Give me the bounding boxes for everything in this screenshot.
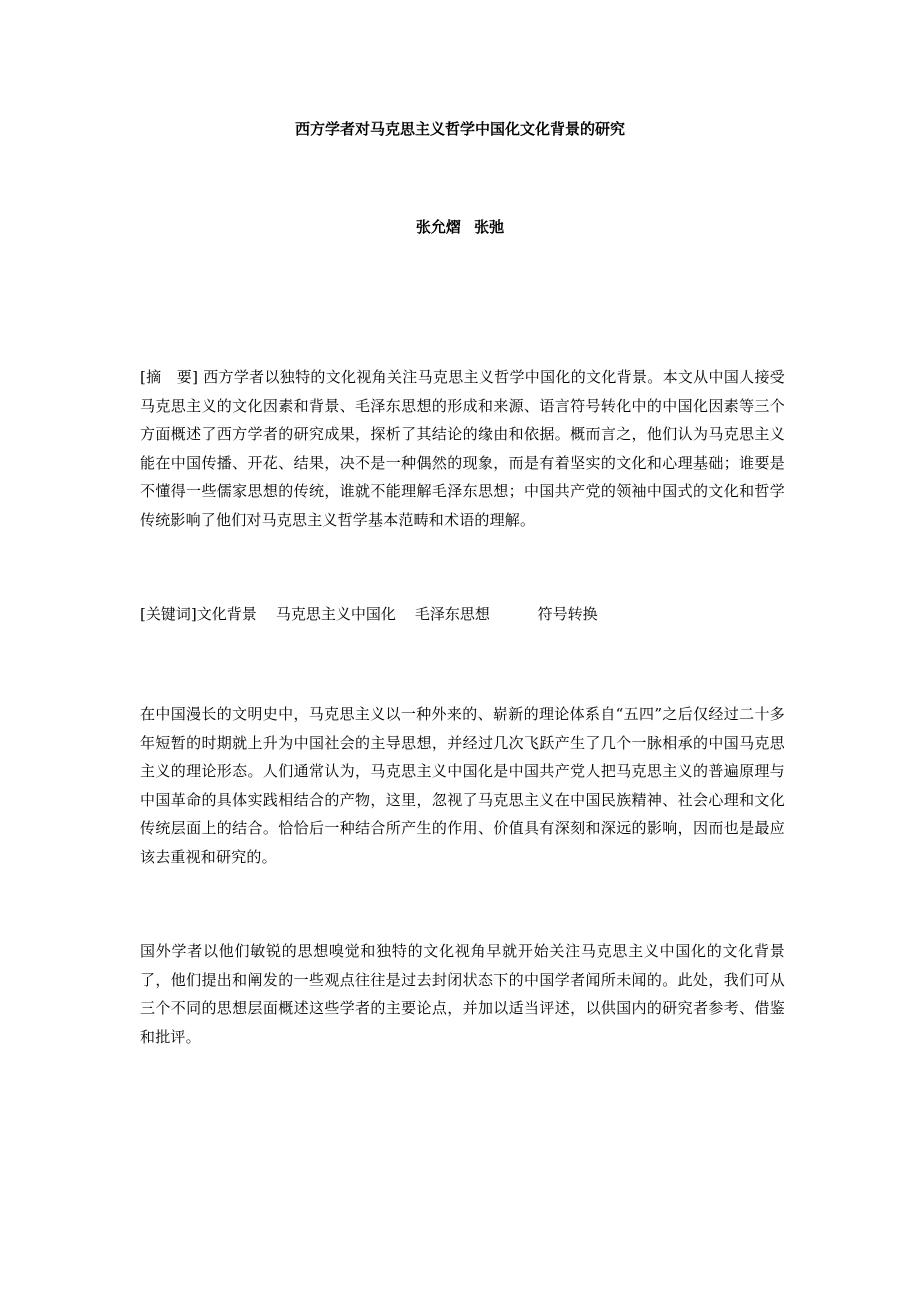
author-name: 张允熠 xyxy=(415,218,461,236)
keyword: 文化背景 xyxy=(196,605,257,623)
keyword: 符号转换 xyxy=(537,605,598,623)
keywords-label: [关键词] xyxy=(140,605,197,623)
abstract-label: [摘 要] xyxy=(140,368,199,386)
abstract-paragraph xyxy=(140,363,785,534)
keyword: 马克思主义中国化 xyxy=(275,605,396,623)
keywords-line xyxy=(140,600,785,628)
body-paragraph: 在中国漫长的文明史中，马克思主义以一种外来的、崭新的理论体系自“五四”之后仅经过二十多年短暂的时期就上升为中国社会的主导思想，并经过几次飞跃产生了几个一脉相承的中国马克思主义的理论形态。人们通常认为，马克思主义中国化是中国共产党人把马克思主义的普遍原理与中国革命的具体实践相结合的产物，这里，忽视了马克思主义在中国民族精神、社会心理和文化传统层面上的结合。恰恰后一种结合所产生的作用、价值具有深刻和深远的影响，因而也是最应该去重视和研究的。 xyxy=(140,705,785,866)
body-paragraph: 国外学者以他们敏锐的思想嗅觉和独特的文化视角早就开始关注马克思主义中国化的文化背景了，他们提出和阐发的一些观点往往是过去封闭状态下的中国学者闻所未闻的。此处，我们可从三个不同的思想层面概述这些学者的主要论点，并加以适当评述，以供国内的研究者参考、借鉴和批评。 xyxy=(140,942,785,1046)
abstract-text: 西方学者以独特的文化视角关注马克思主义哲学中国化的文化背景。本文从中国人接受马克思主义的文化因素和背景、毛泽东思想的形成和来源、语言符号转化中的中国化因素等三个方面概述了西方学者的研究成果，探析了其结论的缘由和依据。概而言之，他们认为马克思主义能在中国传播、开花、结果，决不是一种偶然的现象，而是有着坚实的文化和心理基础；谁要是不懂得一些儒家思想的传统，谁就不能理解毛泽东思想；中国共产党的领袖中国式的文化和哲学传统影响了他们对马克思主义哲学基本范畴和术语的理解。 xyxy=(140,368,785,529)
keyword: 毛泽东思想 xyxy=(414,605,490,623)
authors-line xyxy=(0,216,920,238)
author-name: 张弛 xyxy=(474,218,505,236)
page-title: 西方学者对马克思主义哲学中国化文化背景的研究 xyxy=(294,120,625,138)
